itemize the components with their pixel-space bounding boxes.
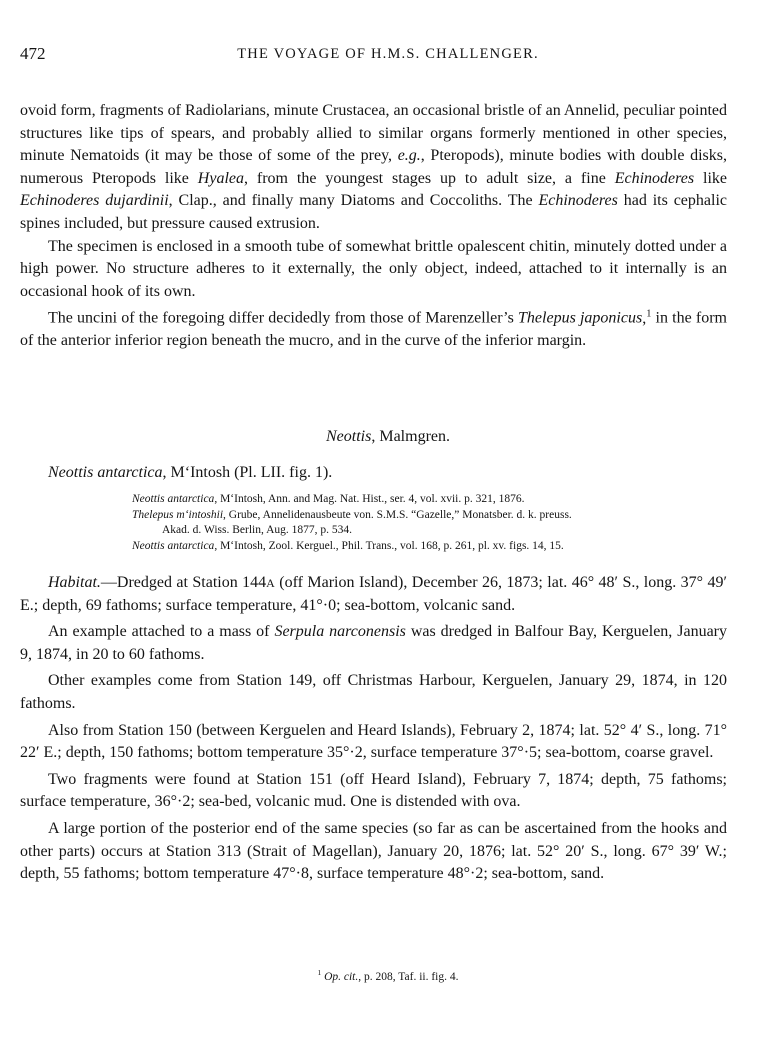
genus-heading: [0, 428, 776, 446]
text-run: , p. 208, Taf. ii. fig. 4.: [358, 970, 459, 983]
running-title: THE VOYAGE OF H.M.S. CHALLENGER.: [237, 46, 539, 62]
habitat-paragraph-5: [20, 769, 727, 814]
species-name: Neottis antarctica: [48, 464, 163, 481]
habitat-paragraph-4: [20, 720, 727, 765]
habitat-paragraph-6: [20, 818, 727, 886]
text-run: ,$^1$: [642, 308, 652, 327]
page-number: 472: [20, 44, 46, 63]
synonym-reference: , Grube, Annelidenausbeute von. S.M.S. “Gazelle,” Monatsber. d. k. preuss.: [223, 508, 572, 521]
synonymy-continuation: Akad. d. Wiss. Berlin, Aug. 1877, p. 534.: [162, 524, 353, 536]
text-run: was dredged in Balfour Bay, Kerguelen, January 9, 1874, in 20 to 60 fathoms.: [20, 623, 728, 663]
text-run: ovoid form, fragments of Radiolarians, minute Crustacea, an occasional bristle of an Annelid, peculiar pointed structures like tips of spears, and probably allied to similar organs formerly mentioned in other species, minute Nematoids (it may be those of some of the prey,: [20, 102, 727, 165]
footnote-marker: 1: [646, 308, 652, 320]
text-run: The uncini of the foregoing differ decidedly from those of Marenzeller’s: [48, 309, 519, 327]
synonym-reference: , M‘Intosh, Ann. and Mag. Nat. Hist., ser. 4, vol. xvii. p. 321, 1876.: [214, 493, 525, 505]
intro-paragraph-2: [20, 236, 727, 304]
italic-run: Echinoderes: [614, 169, 695, 187]
species-citation: , M‘Intosh (Pl. LII. fig. 1).: [162, 464, 333, 481]
text-run: An example attached to a mass of: [48, 623, 275, 641]
habitat-paragraph-2: [20, 621, 727, 666]
italic-run: Hyalea: [197, 169, 244, 187]
text-run: —Dredged at Station 144: [100, 574, 267, 591]
synonym-name: Thelepus m‘intoshii: [132, 508, 224, 521]
italic-run: Echinoderes dujardinii: [20, 192, 169, 210]
text-run: A large portion of the posterior end of the same species (so far as can be ascertained from the hooks and other parts) occurs at Station 313 (Strait of Magellan), January 20, 1876; lat. 52° 20′ S., long. 67° 39′ W.; depth, 55 fathoms; bottom temperature 47°·8, surface temperature 48°·2; sea-bottom, sand.: [20, 819, 727, 883]
synonym-name: Neottis antarctica: [132, 493, 215, 505]
synonymy-entry: [132, 539, 732, 555]
text-run: like: [694, 169, 728, 187]
synonym-name: Neottis antarctica: [132, 539, 215, 552]
synonym-reference: , M‘Intosh, Zool. Kerguel., Phil. Trans., vol. 168, p. 261, pl. xv. figs. 14, 15.: [214, 539, 564, 552]
italic-run: Op. cit.: [324, 970, 359, 983]
text-run: had its cephalic spines included, but pressure caused extrusion.: [20, 192, 728, 232]
text-run: , Clap., and finally many Diatoms and Coccoliths. The: [168, 192, 539, 210]
habitat-text: [20, 572, 727, 886]
text-run: (off Marion Island), December 26, 1873; lat. 46° 48′ S., long. 37° 49′ E.; depth, 69 fathoms; surface temperature, 41°·0; sea-bottom, volcanic sand.: [20, 574, 728, 614]
footnote: [0, 968, 776, 983]
italic-run: Echinoderes: [538, 192, 618, 210]
text-run: 1: [317, 968, 322, 977]
italic-run: Serpula narconensis: [274, 623, 406, 641]
italic-run: Thelepus japonicus: [518, 309, 643, 327]
synonymy-entry: [132, 492, 732, 508]
genus-authority: , Malmgren.: [371, 428, 450, 445]
intro-paragraph-3: [20, 303, 727, 353]
synonymy-list: [132, 492, 732, 554]
italic-run: Habitat.: [48, 574, 101, 591]
text-run: in the form of the anterior inferior region beneath the mucro, and in the curve of the inferior margin.: [20, 309, 727, 350]
intro-text: [20, 100, 727, 353]
text-run: , Pteropods), minute bodies with double disks, numerous Pteropods like: [20, 147, 727, 187]
text-run: Also from Station 150 (between Kerguelen and Heard Islands), February 2, 1874; lat. 52° 4′ S., long. 71° 22′ E.; depth, 150 fathoms; bottom temperature 35°·2, surface temperature 37°·5; sea-bottom, coarse gravel.: [20, 721, 727, 762]
text-run: Other examples come from Station 149, off Christmas Harbour, Kerguelen, January 29, 1874, in 120 fathoms.: [20, 672, 727, 712]
genus-name: Neottis: [326, 428, 372, 445]
italic-run: e.g.: [397, 147, 421, 165]
synonymy-entry: [132, 508, 732, 524]
text-run: , from the youngest stages up to adult size, a fine: [244, 169, 615, 187]
intro-paragraph-1: [20, 100, 727, 236]
page-header: [0, 44, 776, 68]
text-run: The specimen is enclosed in a smooth tube of somewhat brittle opalescent chitin, minutely dotted under a high power. No structure adheres to it externally, the only object, indeed, attached to it internally is an occasional hook of its own.: [20, 237, 727, 300]
text-run: Two fragments were found at Station 151 (off Heard Island), February 7, 1874; depth, 75 fathoms; surface temperature, 36°·2; sea-bed, volcanic mud. One is distended with ova.: [20, 770, 727, 811]
habitat-paragraph-1: [20, 572, 727, 617]
species-heading: [48, 464, 332, 482]
habitat-paragraph-3: [20, 670, 727, 715]
text-run: A: [266, 576, 275, 590]
